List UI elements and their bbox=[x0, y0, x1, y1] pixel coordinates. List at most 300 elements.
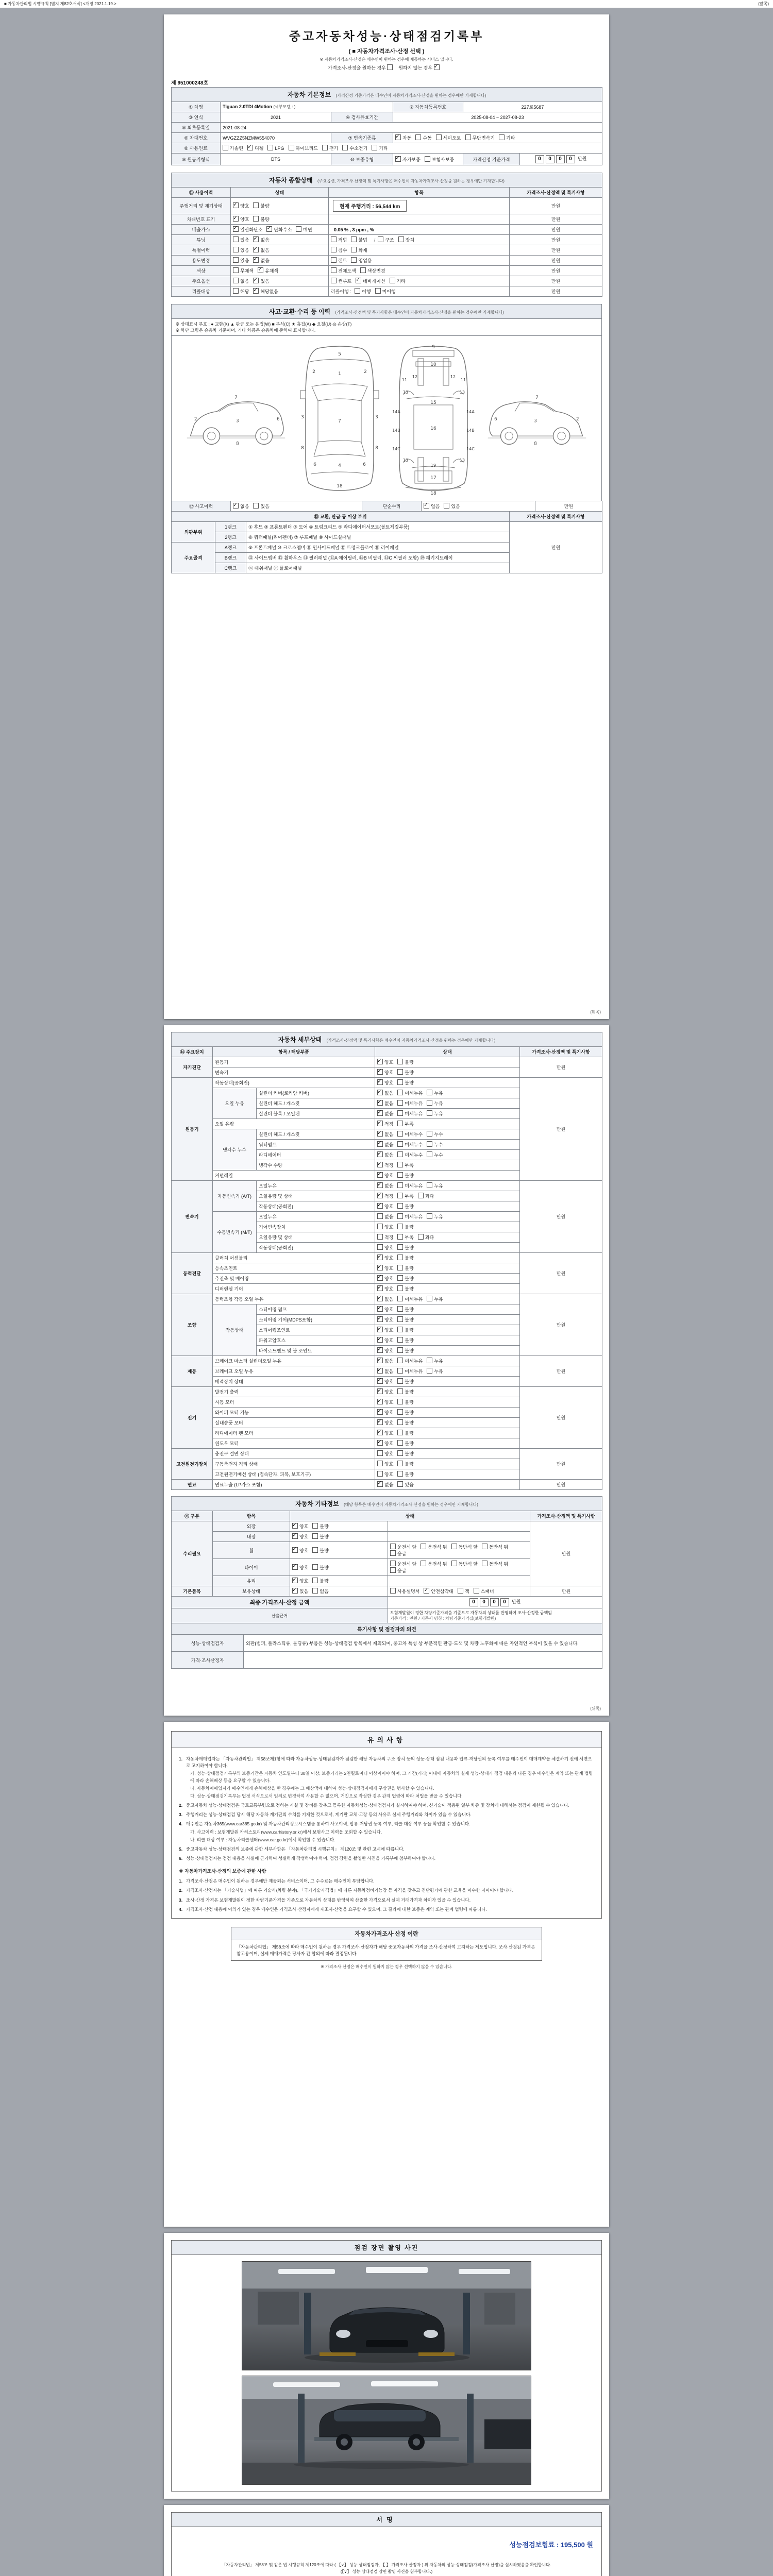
accident-history-status bbox=[231, 501, 362, 512]
page-1 bbox=[164, 14, 609, 1019]
checkbox-label: 미세누유 bbox=[405, 1091, 423, 1096]
usage-item-status bbox=[231, 235, 329, 245]
svg-text:14A: 14A bbox=[392, 410, 400, 414]
checkbox-option bbox=[253, 288, 278, 295]
unchecked-checkbox-icon bbox=[397, 1110, 403, 1116]
panel-rank-table bbox=[171, 511, 602, 573]
notice-number: 1. bbox=[179, 1878, 183, 1884]
unchecked-checkbox-icon bbox=[342, 145, 348, 150]
car-name-text: Tiguan 2.0TDI 4Motion bbox=[223, 104, 272, 109]
car-submodel-text: (세부모델 : ) bbox=[273, 105, 296, 109]
checkbox-option bbox=[233, 288, 249, 295]
unchecked-checkbox-icon bbox=[289, 145, 294, 150]
notices-box bbox=[171, 1731, 602, 1919]
page-2 bbox=[164, 1025, 609, 1716]
checkbox-option bbox=[377, 1368, 393, 1375]
svg-text:7: 7 bbox=[535, 395, 539, 400]
panel-category-label: 주요골격 bbox=[172, 543, 215, 573]
checkbox-option bbox=[331, 236, 347, 243]
unchecked-checkbox-icon bbox=[397, 1481, 403, 1487]
check-item-status bbox=[375, 1160, 520, 1171]
checkbox-label: 양호 bbox=[384, 1431, 394, 1436]
choice-label: 원하지 않는 경우 bbox=[398, 65, 434, 71]
other-item-label: 보유상태 bbox=[213, 1586, 290, 1597]
checkbox-label: 불량 bbox=[405, 1431, 414, 1436]
checkbox-label: 양호 bbox=[384, 1245, 394, 1250]
fuel-label: ⑧ 사용연료 bbox=[172, 143, 221, 154]
checkbox-label: 없음 bbox=[240, 279, 249, 284]
checkbox-option bbox=[233, 202, 249, 209]
notice-number: 2. bbox=[179, 1888, 183, 1893]
price-option-choice bbox=[398, 64, 441, 71]
checked-checkbox-icon bbox=[377, 1265, 383, 1270]
unchecked-checkbox-icon bbox=[427, 1213, 432, 1219]
price-estimate-cell: 만원 bbox=[520, 1387, 602, 1449]
checked-checkbox-icon bbox=[377, 1419, 383, 1425]
checked-checkbox-icon bbox=[253, 236, 259, 242]
checkbox-option bbox=[424, 1588, 453, 1595]
other-item-label: 외장 bbox=[213, 1521, 290, 1532]
panel-parts-list: ⑨ 프론트패널 ⑩ 크로스멤버 ⑪ 인사이드패널 ⑰ 트렁크플로어 ⑱ 리어패널 bbox=[246, 543, 510, 553]
check-item-label: 실린더 헤드 / 개스킷 bbox=[257, 1129, 375, 1140]
checkbox-option bbox=[377, 1296, 393, 1302]
status-header: 상태 bbox=[375, 1047, 520, 1057]
checkbox-option bbox=[397, 1296, 423, 1302]
unchecked-checkbox-icon bbox=[390, 1588, 396, 1594]
checkbox-label: 누수 bbox=[434, 1132, 443, 1137]
checked-checkbox-icon bbox=[377, 1378, 383, 1384]
checkbox-label: 미세누유 bbox=[405, 1214, 423, 1219]
damage-diagram-note: ※ 하단 그림은 승용차 기준이며, 기타 차종은 승용차에 준하여 표시합니다. bbox=[176, 328, 316, 333]
check-item-status bbox=[375, 1119, 520, 1129]
checkbox-label: 동반석 앞 bbox=[458, 1562, 478, 1567]
check-item-status bbox=[375, 1480, 520, 1490]
checkbox-option bbox=[247, 145, 263, 151]
signature-title: 서명 bbox=[172, 2513, 601, 2527]
back-page-mark: (뒤쪽) bbox=[590, 1010, 601, 1014]
notice-item bbox=[179, 1756, 594, 1769]
checkbox-label: 썬루프 bbox=[338, 279, 352, 284]
title-block bbox=[171, 27, 602, 71]
final-price-unit: 만원 bbox=[512, 1599, 521, 1604]
checkbox-option bbox=[397, 1399, 413, 1405]
checkbox-label: 미세누유 bbox=[405, 1297, 423, 1302]
price-option-note: ※ 자동차가격조사·산정은 매수인이 원하는 경우에 제공하는 서비스 입니다. bbox=[320, 57, 453, 62]
system-group-label: 연료 bbox=[172, 1480, 213, 1490]
checkbox-label: 양호 bbox=[240, 217, 249, 222]
page-4 bbox=[164, 2233, 609, 2499]
usage-item-extra bbox=[329, 256, 510, 266]
check-item-label: 기어변속장치 bbox=[257, 1222, 375, 1232]
checkbox-option bbox=[253, 236, 269, 243]
checkbox-label: 양호 bbox=[299, 1579, 309, 1584]
usage-item-status bbox=[231, 214, 329, 225]
damage-symbol-legend: ※ 상태표시 부호 : ● 교환(X) ▲ 판금 또는 용접(W) ■ 부식(C) ★ 흠집(A) ◆ 요철(U) ◎ 손상(T) bbox=[176, 321, 352, 327]
checkbox-label: 양호 bbox=[384, 1256, 394, 1261]
section-title-text: 자동차 기본정보 bbox=[287, 91, 331, 98]
checkbox-option bbox=[397, 1193, 413, 1199]
unchecked-checkbox-icon bbox=[390, 1550, 396, 1556]
checkbox-label: 불량 bbox=[320, 1565, 329, 1570]
checkbox-option bbox=[499, 134, 515, 141]
checkbox-label: 양호 bbox=[384, 1328, 394, 1333]
checkbox-label: 불량 bbox=[405, 1420, 414, 1426]
checkbox-option bbox=[390, 1567, 406, 1574]
unchecked-checkbox-icon bbox=[425, 156, 430, 162]
usage-item-status bbox=[231, 256, 329, 266]
inspection-photo-rear-lift bbox=[242, 2376, 531, 2485]
checkbox-option bbox=[397, 1182, 423, 1189]
unchecked-checkbox-icon bbox=[397, 1316, 403, 1322]
svg-text:8: 8 bbox=[534, 441, 537, 447]
checkbox-label: 기타 bbox=[379, 146, 388, 151]
checkbox-label: 불법 bbox=[358, 238, 367, 243]
choice-label: 가격조사·산정을 원하는 경우 bbox=[328, 65, 388, 71]
confirmation-line-1: 「자동차관리법」 제58조 및 같은 법 시행규칙 제120조에 따라 ( 【∨】 성능·상태점검자, 【 】 가격조사·산정자 ) 위 자동차의 성능·상태점검(가격조사·산정)을 실시하였음을 확인합니다. bbox=[222, 2563, 551, 2567]
unchecked-checkbox-icon bbox=[444, 503, 449, 509]
other-item-extra bbox=[388, 1586, 530, 1597]
checked-checkbox-icon bbox=[377, 1121, 383, 1126]
checkbox-option bbox=[421, 1561, 447, 1567]
check-item-label: 오일누유 bbox=[257, 1212, 375, 1222]
summary-row bbox=[172, 256, 602, 266]
check-item-status bbox=[375, 1387, 520, 1397]
price-estimate-cell: 만원 bbox=[510, 286, 602, 297]
checkbox-label: 양호 bbox=[384, 1410, 394, 1415]
system-group-label: 제동 bbox=[172, 1356, 213, 1387]
check-item-label: 변속기 bbox=[213, 1067, 375, 1078]
summary-row bbox=[172, 245, 602, 256]
checkbox-option bbox=[418, 1234, 434, 1241]
detail-row bbox=[172, 1356, 602, 1366]
usage-item-extra bbox=[329, 225, 510, 235]
notice-text: 조사·산정 가격은 보험개발원이 정한 차량기준가격을 기준으로 자동차의 상태를 반영하여 산출한 가격으로서 실제 거래가격과 차이가 있을 수 있습니다. bbox=[186, 1897, 471, 1903]
checkbox-option bbox=[397, 1090, 423, 1096]
check-item-label: 실린더 커버(로커암 커버) bbox=[257, 1088, 375, 1098]
unchecked-checkbox-icon bbox=[397, 1430, 403, 1435]
final-price-label: 최종 가격조사·산정 금액 bbox=[172, 1597, 388, 1608]
checked-checkbox-icon bbox=[377, 1069, 383, 1075]
check-item-status bbox=[375, 1181, 520, 1191]
checkbox-option bbox=[397, 1358, 423, 1364]
price-estimate-cell: 만원 bbox=[520, 1181, 602, 1253]
checkbox-option bbox=[397, 1461, 413, 1467]
accident-section-title-table bbox=[171, 304, 602, 319]
check-item-label: 디퍼렌셜 기어 bbox=[213, 1284, 375, 1294]
checkbox-option bbox=[377, 1213, 393, 1220]
price-estimate-cell: 만원 bbox=[520, 1449, 602, 1480]
checkbox-option bbox=[377, 1285, 393, 1292]
section-note-text: (가격조사·산정액 및 특기사항은 매수인이 자동차가격조사·산정을 원하는 경우에만 기재합니다) bbox=[326, 1038, 496, 1043]
unchecked-checkbox-icon bbox=[253, 202, 259, 208]
checkbox-label: 불량 bbox=[405, 1472, 414, 1477]
checked-checkbox-icon bbox=[434, 64, 440, 70]
other-item-label: 내장 bbox=[213, 1532, 290, 1542]
checkbox-option bbox=[436, 134, 461, 141]
unchecked-checkbox-icon bbox=[397, 1069, 403, 1075]
checkbox-label: 부족 bbox=[405, 1122, 414, 1127]
base-price-digits bbox=[535, 156, 577, 161]
unchecked-checkbox-icon bbox=[397, 1172, 403, 1178]
checkbox-label: 불량 bbox=[320, 1524, 329, 1529]
usage-item-extra bbox=[329, 266, 510, 276]
checkbox-label: 영업용 bbox=[358, 258, 372, 263]
check-item-label: 라디에이터 bbox=[257, 1150, 375, 1160]
price-estimate-cell: 만원 bbox=[520, 1294, 602, 1356]
panel-rank-label: 2랭크 bbox=[215, 532, 246, 543]
svg-text:19: 19 bbox=[430, 463, 436, 468]
svg-text:3: 3 bbox=[236, 418, 239, 424]
usage-item-extra bbox=[329, 235, 510, 245]
checkbox-label: 불량 bbox=[405, 1256, 414, 1261]
checkbox-label: 적정 bbox=[384, 1235, 394, 1240]
car-top-view-diagram bbox=[298, 341, 381, 496]
detail-status-table bbox=[171, 1032, 602, 1490]
unchecked-checkbox-icon bbox=[427, 1131, 432, 1137]
unchecked-checkbox-icon bbox=[377, 1244, 383, 1250]
checkbox-label: 없음 bbox=[384, 1482, 394, 1487]
first-registration-value: 2021-08-24 bbox=[221, 123, 602, 133]
usage-item-label: 주행거리 및 계기상태 bbox=[172, 198, 231, 214]
unchecked-checkbox-icon bbox=[377, 1234, 383, 1240]
checked-checkbox-icon bbox=[377, 1316, 383, 1322]
checkbox-option bbox=[292, 1533, 308, 1540]
notice-number: 6. bbox=[179, 1856, 183, 1861]
checkbox-label: 누유 bbox=[434, 1111, 443, 1116]
usage-item-extra bbox=[329, 198, 510, 214]
checkbox-label: 누유 bbox=[434, 1297, 443, 1302]
checkbox-option bbox=[377, 1224, 393, 1230]
unchecked-checkbox-icon bbox=[233, 236, 239, 242]
inspection-period-value: 2025-08-04 ~ 2027-08-23 bbox=[393, 112, 602, 123]
section-note-text: (가격산정 기준가격은 매수인이 자동차가격조사·산정을 원하는 경우에만 기재합니다) bbox=[335, 93, 486, 98]
document-number: 제 951000248호 bbox=[171, 80, 209, 86]
checkbox-label: 양호 bbox=[384, 1451, 394, 1456]
base-price-value bbox=[520, 154, 602, 165]
checkbox-option bbox=[377, 1419, 393, 1426]
check-item-label: 충전구 절연 상태 bbox=[213, 1449, 375, 1459]
svg-text:2: 2 bbox=[312, 369, 316, 375]
checked-checkbox-icon bbox=[395, 156, 401, 162]
unchecked-checkbox-icon bbox=[397, 1203, 403, 1209]
reg-no-label: ② 자동차등록번호 bbox=[393, 102, 463, 112]
back-page-mark: (뒤쪽) bbox=[590, 1706, 601, 1711]
other-item-status bbox=[290, 1542, 388, 1559]
check-item-status bbox=[375, 1315, 520, 1325]
unchecked-checkbox-icon bbox=[397, 1419, 403, 1425]
section-note-text: (주요옵션, 가격조사·산정액 및 특기사항은 매수인이 자동차가격조사·산정을 원하는 경우에만 기재합니다) bbox=[317, 179, 505, 183]
price-header: 가격조사·산정액 및 특기사항 bbox=[530, 1511, 602, 1521]
price-estimate-cell: 만원 bbox=[520, 1078, 602, 1181]
svg-text:3: 3 bbox=[375, 415, 379, 420]
notice-subitem: 다. 성능·상태점검기록부는 법정 서식으로서 임의로 변경하여 사용할 수 없으며, 거짓으로 작성한 경우 관계 법령에 따라 처벌을 받을 수 있습니다. bbox=[190, 1793, 463, 1799]
checkbox-label: 운전석 앞 bbox=[397, 1562, 417, 1567]
check-item-label: 커먼레일 bbox=[213, 1171, 375, 1181]
checkbox-option bbox=[474, 1588, 494, 1595]
checkbox-label: 없음 bbox=[384, 1214, 394, 1219]
checkbox-option bbox=[296, 226, 312, 233]
check-item-status bbox=[375, 1325, 520, 1335]
inspector-role-label: 가격·조사산정자 bbox=[172, 1652, 244, 1669]
checkbox-option bbox=[397, 1162, 413, 1168]
other-info-row bbox=[172, 1586, 602, 1597]
check-item-status bbox=[375, 1304, 520, 1315]
checkbox-label: 불량 bbox=[405, 1400, 414, 1405]
checked-checkbox-icon bbox=[292, 1564, 298, 1570]
checkbox-label: 양호 bbox=[384, 1348, 394, 1353]
panel-rank-label: A랭크 bbox=[215, 543, 246, 553]
signature-confirmation bbox=[172, 2561, 601, 2576]
price-option-subtitle: ( ■ 자동차가격조사·산정 선택 ) bbox=[348, 48, 425, 55]
price-digit-box: 0 bbox=[535, 155, 544, 163]
check-item-label: 냉각수 수량 bbox=[257, 1160, 375, 1171]
price-estimate-cell: 만원 bbox=[535, 501, 602, 512]
notice-subitem: 나. 자동차매매업자가 매수인에게 손해배상을 한 경우에는 그 배상액에 대하여 성능·상태점검자에게 구상권을 행사할 수 있습니다. bbox=[190, 1785, 434, 1791]
checkbox-label: 없음 bbox=[320, 1589, 329, 1594]
unchecked-checkbox-icon bbox=[397, 1409, 403, 1415]
checkbox-option bbox=[331, 278, 351, 284]
checkbox-label: 침수 bbox=[338, 248, 347, 253]
current-mileage-box: 현재 주행거리 : 56,544 km bbox=[333, 200, 407, 212]
svg-text:12: 12 bbox=[412, 375, 417, 379]
price-header: 가격조사·산정액 및 특기사항 bbox=[520, 1047, 602, 1057]
checkbox-label: 과다 bbox=[425, 1194, 434, 1199]
price-definition-title: 자동차가격조사·산정 이란 bbox=[231, 1927, 542, 1940]
notice-number: 3. bbox=[179, 1897, 183, 1903]
checkbox-option bbox=[355, 288, 371, 295]
checkbox-label: 미세누수 bbox=[405, 1132, 423, 1137]
unchecked-checkbox-icon bbox=[418, 1234, 424, 1240]
checkbox-option bbox=[233, 226, 262, 233]
checkbox-option bbox=[397, 1347, 413, 1354]
svg-text:17: 17 bbox=[430, 476, 436, 481]
checkbox-label: 불량 bbox=[320, 1548, 329, 1553]
checkbox-option bbox=[451, 1561, 478, 1567]
unchecked-checkbox-icon bbox=[267, 145, 273, 150]
checkbox-option bbox=[397, 1440, 413, 1447]
unchecked-checkbox-icon bbox=[397, 1100, 403, 1106]
checkbox-label: 미세누유 bbox=[405, 1183, 423, 1189]
check-item-status bbox=[375, 1377, 520, 1387]
price-estimate-cell: 만원 bbox=[530, 1586, 602, 1597]
checkbox-label: 양호 bbox=[299, 1524, 309, 1529]
price-digit-box: 0 bbox=[546, 155, 554, 163]
system-group-label: 조향 bbox=[172, 1294, 213, 1356]
checkbox-option bbox=[377, 1327, 393, 1333]
notice-item bbox=[179, 1887, 594, 1894]
unchecked-checkbox-icon bbox=[351, 247, 357, 252]
checkbox-label: 불량 bbox=[405, 1173, 414, 1178]
reg-no-value: 227로5687 bbox=[463, 102, 602, 112]
checkbox-option bbox=[377, 1255, 393, 1261]
panel-rank-header: ⑬ 교환, 판금 등 이상 부위 bbox=[172, 512, 510, 522]
svg-text:9: 9 bbox=[431, 345, 435, 350]
checkbox-option bbox=[397, 1419, 413, 1426]
checkbox-label: 양호 bbox=[384, 1266, 394, 1271]
checkbox-option bbox=[397, 1255, 413, 1261]
unchecked-checkbox-icon bbox=[397, 1151, 403, 1157]
checked-checkbox-icon bbox=[377, 1358, 383, 1363]
checkbox-option bbox=[331, 267, 356, 274]
checkbox-option bbox=[377, 1275, 393, 1282]
unchecked-checkbox-icon bbox=[390, 278, 395, 283]
checkbox-option bbox=[312, 1533, 328, 1540]
car-name-value bbox=[221, 102, 393, 112]
price-digit-box: 0 bbox=[480, 1598, 489, 1606]
checkbox-option bbox=[427, 1090, 443, 1096]
unchecked-checkbox-icon bbox=[397, 1399, 403, 1404]
unchecked-checkbox-icon bbox=[322, 145, 328, 150]
checkbox-option bbox=[397, 1224, 413, 1230]
panel-rank-label: 1랭크 bbox=[215, 522, 246, 532]
check-item-label: 실내송풍 모터 bbox=[213, 1418, 375, 1428]
checkbox-option bbox=[377, 1162, 393, 1168]
engine-type-value: DTS bbox=[221, 154, 331, 165]
check-item-status bbox=[375, 1469, 520, 1480]
checkbox-label: 없음 bbox=[384, 1091, 394, 1096]
checkbox-label: 양호 bbox=[240, 204, 249, 209]
checkbox-label: 동반석 뒤 bbox=[489, 1562, 509, 1567]
checkbox-option bbox=[398, 236, 414, 243]
svg-text:7: 7 bbox=[338, 419, 342, 424]
check-item-label: 원동기 bbox=[213, 1057, 375, 1067]
checkbox-option bbox=[397, 1213, 423, 1220]
check-item-label: 스티어링조인트 bbox=[257, 1325, 375, 1335]
other-section-title bbox=[172, 1497, 602, 1511]
checked-checkbox-icon bbox=[377, 1172, 383, 1178]
unchecked-checkbox-icon bbox=[372, 145, 377, 150]
check-item-status bbox=[375, 1459, 520, 1469]
unchecked-checkbox-icon bbox=[312, 1588, 318, 1594]
checked-checkbox-icon bbox=[377, 1399, 383, 1404]
notice-subitem: 가. 성능·상태점검기록부의 보증기간은 자동차 인도일부터 30일 이상, 보증거리는 2천킬로미터 이상이어야 하며, 그 기간(거리) 이내에 자동차의 실제 성능·상태가 점검 내용과 다른 경우 매수인은 계약 또는 관계 법령에 따라 손해배상 등을 요구할 수 있습니다. bbox=[190, 1771, 593, 1783]
section-title-text: 자동차 종합상태 bbox=[269, 177, 313, 184]
unchecked-checkbox-icon bbox=[312, 1523, 318, 1529]
checkbox-label: 구조 bbox=[385, 238, 394, 243]
unchecked-checkbox-icon bbox=[390, 1561, 396, 1566]
system-header: ⑭ 주요장치 bbox=[172, 1047, 213, 1057]
checked-checkbox-icon bbox=[377, 1388, 383, 1394]
checkbox-label: 미세누유 bbox=[405, 1369, 423, 1374]
subsystem-label: 자동변속기 (A/T) bbox=[213, 1181, 257, 1212]
checkbox-option bbox=[377, 1121, 393, 1127]
other-item-extra bbox=[388, 1542, 530, 1559]
checkbox-option bbox=[289, 145, 318, 151]
other-item-label: 유리 bbox=[213, 1576, 290, 1586]
checkbox-label: 부족 bbox=[405, 1235, 414, 1240]
check-item-label: 라디에이터 팬 모터 bbox=[213, 1428, 375, 1438]
checkbox-label: 안전삼각대 bbox=[431, 1589, 453, 1594]
checkbox-option bbox=[397, 1234, 413, 1241]
unchecked-checkbox-icon bbox=[397, 1131, 403, 1137]
checkbox-option bbox=[397, 1337, 413, 1344]
notice-item bbox=[179, 1906, 594, 1913]
price-estimate-cell: 만원 bbox=[520, 1253, 602, 1294]
unchecked-checkbox-icon bbox=[331, 257, 337, 263]
checked-checkbox-icon bbox=[377, 1430, 383, 1435]
unchecked-checkbox-icon bbox=[397, 1275, 403, 1281]
unchecked-checkbox-icon bbox=[331, 278, 337, 283]
checkbox-option bbox=[377, 1193, 393, 1199]
checkbox-label: 없음 bbox=[240, 504, 249, 509]
checkbox-option bbox=[356, 278, 385, 284]
notice-number: 3. bbox=[179, 1812, 183, 1818]
checkbox-label: 응급 bbox=[397, 1568, 407, 1573]
unchecked-checkbox-icon bbox=[436, 134, 442, 140]
svg-text:16: 16 bbox=[430, 426, 436, 431]
checkbox-label: 동반석 뒤 bbox=[489, 1545, 509, 1550]
checkbox-label: 양호 bbox=[384, 1307, 394, 1312]
